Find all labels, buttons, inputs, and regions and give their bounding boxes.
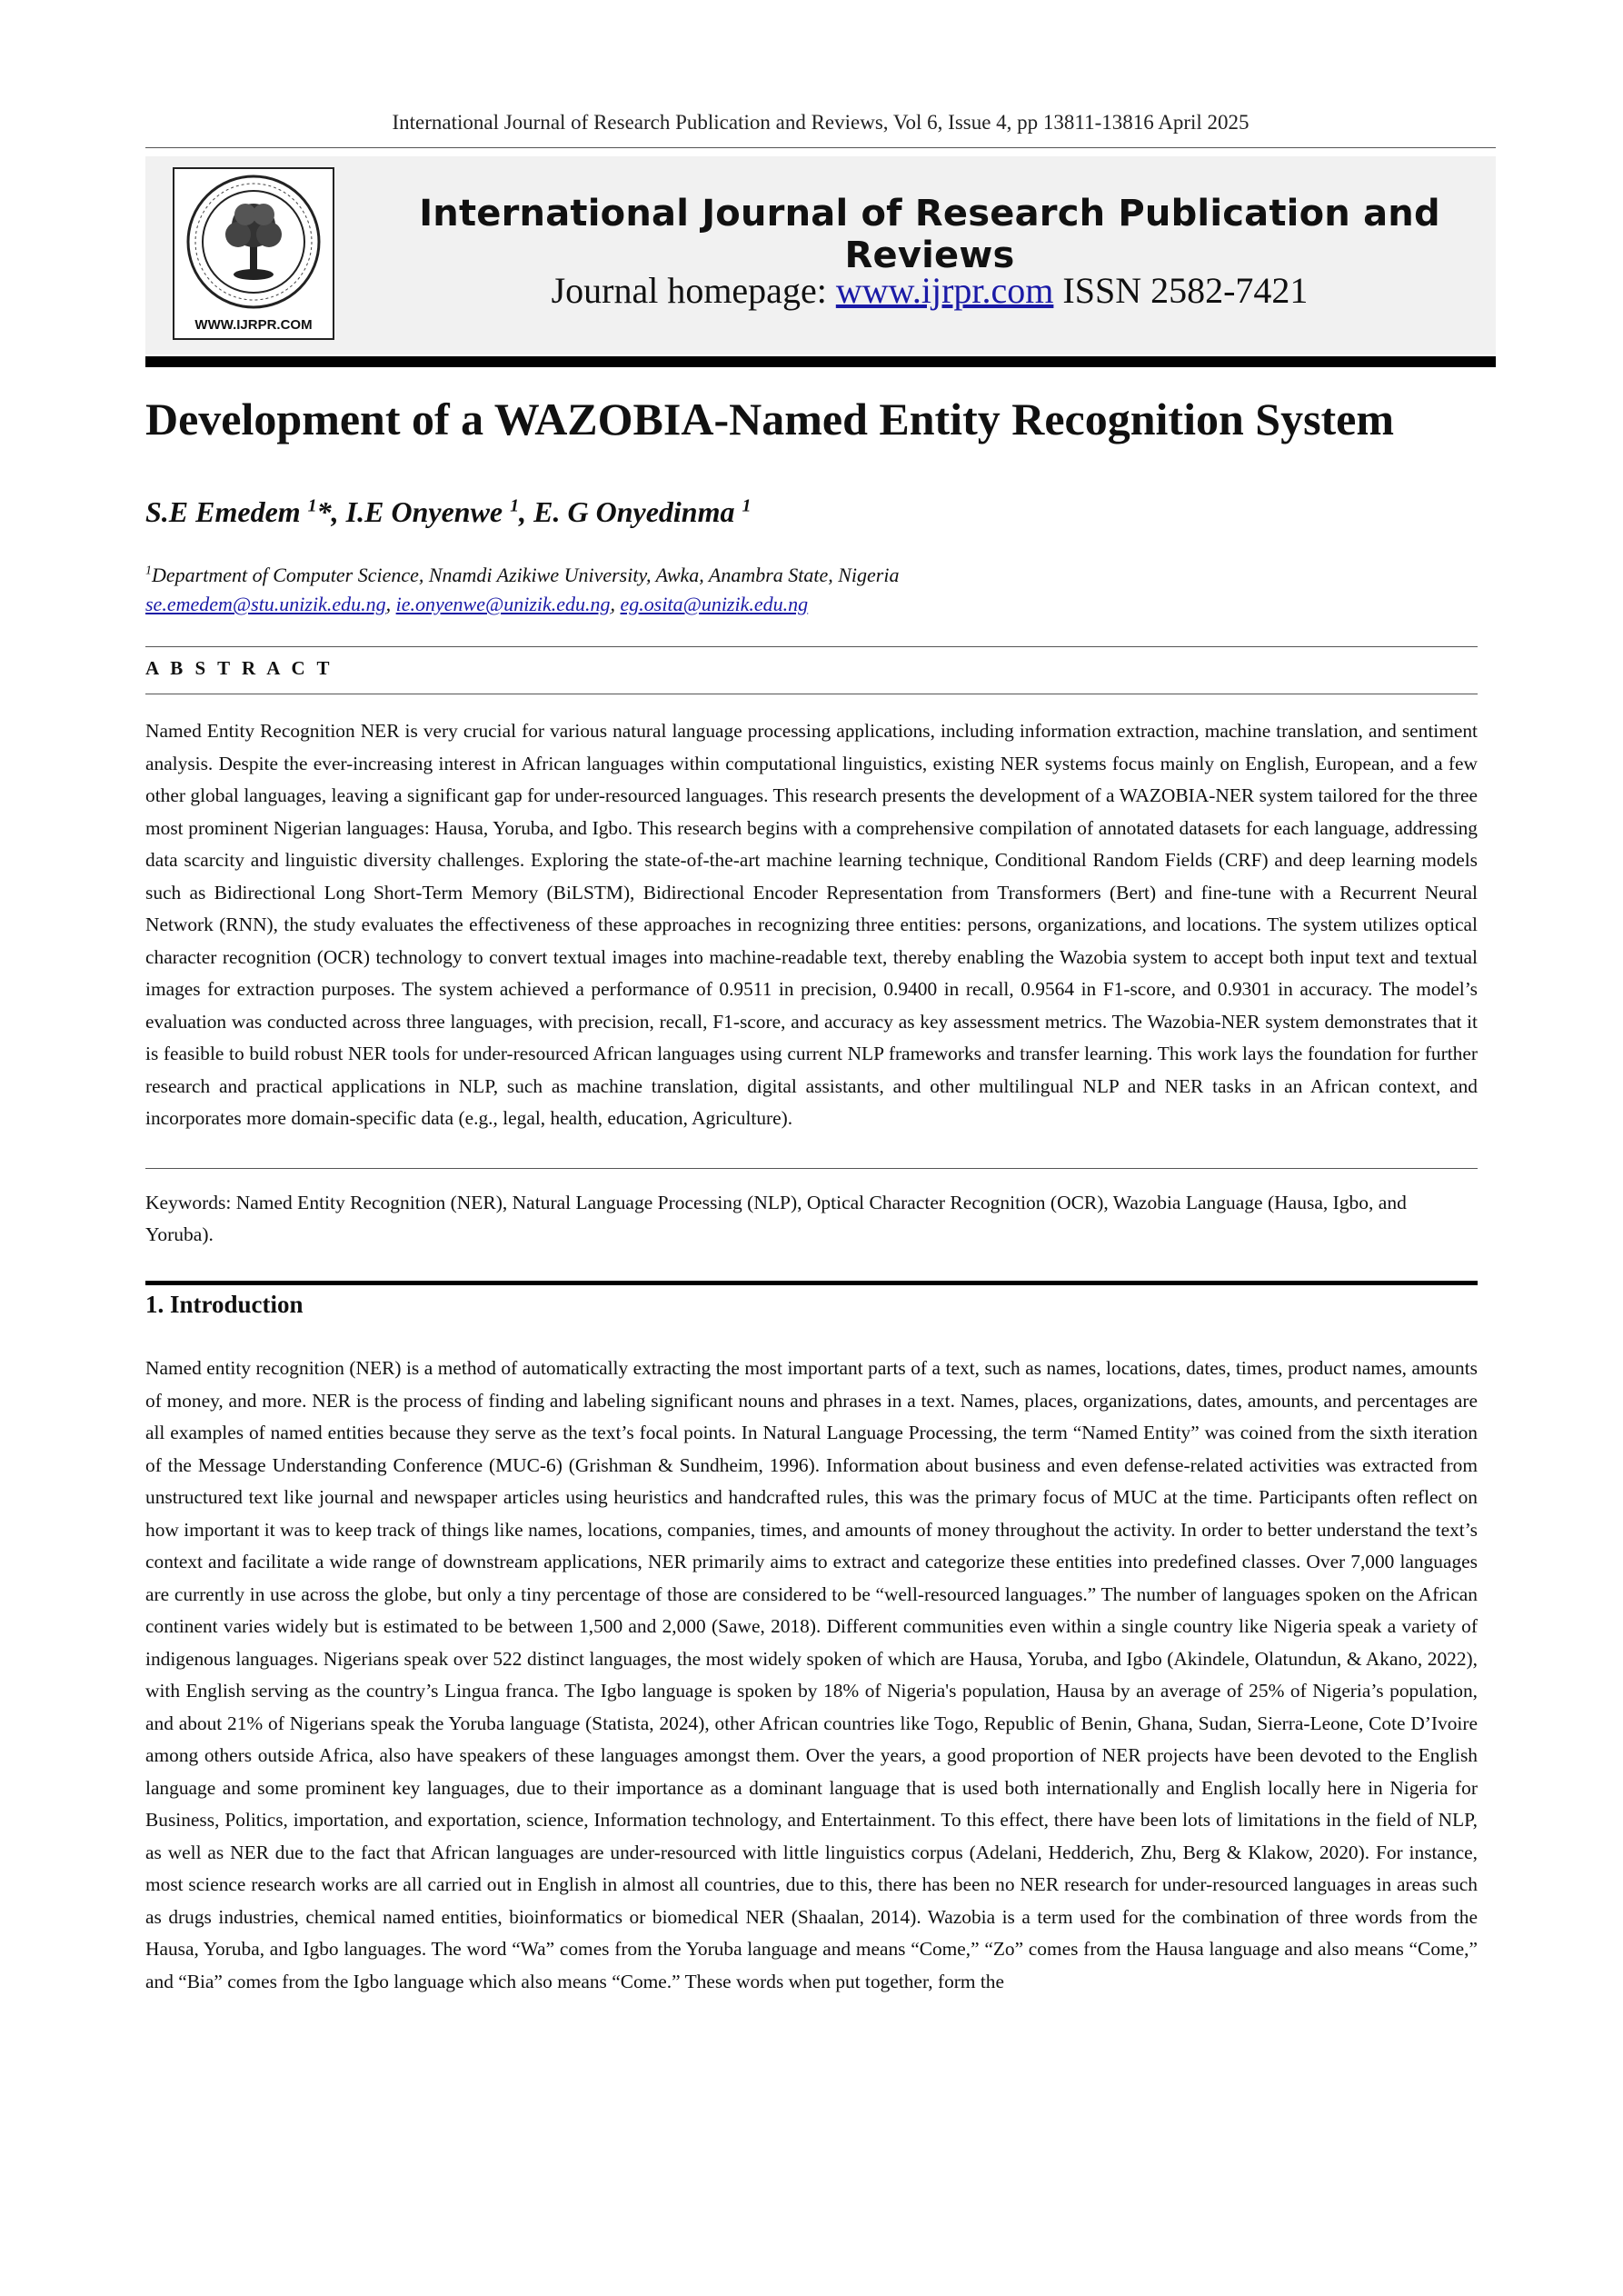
author-affil-mark: 1	[742, 495, 752, 516]
affiliation-mark: 1	[145, 564, 152, 578]
email-link[interactable]: se.emedem@stu.unizik.edu.ng	[145, 593, 386, 615]
masthead-rule	[145, 356, 1496, 367]
homepage-prefix: Journal homepage:	[551, 270, 836, 311]
journal-masthead	[145, 156, 1496, 354]
issn: ISSN 2582-7421	[1053, 270, 1309, 311]
author-affil-mark: 1	[510, 495, 520, 516]
keywords: Keywords: Named Entity Recognition (NER), Natural Language Processing (NLP), Optical Character Recognition (OCR), Wazobia Language (Hausa, Igbo, and Yoruba).	[145, 1192, 1407, 1245]
corresponding-mark: *	[316, 495, 332, 528]
abstract-label: A B S T R A C T	[145, 657, 334, 679]
affiliation-text: Department of Computer Science, Nnamdi Azikiwe University, Awka, Anambra State, Nigeria	[152, 564, 900, 586]
author-list: S.E Emedem $^1$*, I.E Onyenwe $^1$, E. G Onyedinma $^1$	[145, 495, 752, 528]
abstract-top-rule	[145, 646, 1478, 647]
journal-logo	[173, 167, 334, 340]
paper-title: Development of a WAZOBIA-Named Entity Recognition System	[145, 394, 1395, 444]
author-emails: se.emedem@stu.unizik.edu.ng, ie.onyenwe@unizik.edu.ng, eg.osita@unizik.edu.ng	[145, 593, 809, 615]
author-name: I.E Onyenwe	[345, 495, 511, 528]
author-name: S.E Emedem	[145, 495, 308, 528]
affiliation	[145, 564, 899, 587]
author-name: E. G Onyedinma	[533, 495, 742, 528]
email-link[interactable]: eg.osita@unizik.edu.ng	[620, 593, 809, 615]
header-rule	[145, 147, 1496, 148]
section-rule	[145, 1281, 1478, 1285]
journal-homepage	[400, 269, 1459, 312]
abstract-bottom-rule	[145, 1168, 1478, 1169]
logo-text: WWW.IJRPR.COM	[194, 317, 313, 333]
journal-title: International Journal of Research Publication and Reviews	[419, 193, 1440, 276]
running-head: International Journal of Research Publication and Reviews, Vol 6, Issue 4, pp 13811-13816 April 2025	[392, 111, 1250, 134]
email-link[interactable]: ie.onyenwe@unizik.edu.ng	[395, 593, 611, 615]
author-affil-mark: 1	[307, 495, 317, 516]
section-heading: 1. Introduction	[145, 1291, 304, 1318]
homepage-link[interactable]: www.ijrpr.com	[835, 270, 1054, 311]
introduction-text: Named entity recognition (NER) is a method of automatically extracting the most important parts of a text, such as names, locations, dates, times, product names, amounts of money, and more. NER is the process of finding and labeling significant nouns and phrases in a text. Names, places, organizations, dates, amounts, and percentages are all examples of named entities because they serve as the text’s focal points. In Natural Language Processing, the term “Named Entity” was coined from the sixth iteration of the Message Understanding Conference (MUC-6) (Grishman & Sundheim, 1996). Information about business and even defense-related activities was extracted from unstructured text like journal and newspaper articles using heuristics and handcrafted rules, this was the primary focus of MUC at the time. Participants often reflect on how important it was to keep track of things like names, locations, companies, times, and amounts of money throughout the activity. In order to better understand the text’s context and facilitate a wide range of downstream applications, NER primarily aims to extract and categorize these entities into predefined classes. Over 7,000 languages are currently in use across the globe, but only a tiny percentage of those are considered to be “well-resourced languages.” The number of languages spoken on the African continent varies widely but is estimated to be between 1,500 and 2,000 (Sawe, 2018). Different communities even within a single country like Nigeria speak a variety of indigenous languages. Nigerians speak over 522 distinct languages, the most widely spoken of which are Hausa, Yoruba, and Igbo (Akindele, Olatundun, & Akano, 2022), with English serving as the country’s Lingua franca. The Igbo language is spoken by 18% of Nigeria's population, Hausa by an average of 25% of Nigeria’s population, and about 21% of Nigerians speak the Yoruba language (Statista, 2024), other African countries like Togo, Republic of Benin, Ghana, Sudan, Sierra-Leone, Cote D’Ivoire among others outside Africa, also have speakers of these languages amongst them. Over the years, a good proportion of NER projects have been devoted to the English language and some prominent key languages, due to their importance as a dominant language that is used both internationally and English locally here in Nigeria for Business, Politics, importation, and exportation, science, Information technology, and Entertainment. To this effect, there have been lots of limitations in the field of NLP, as well as NER due to the fact that African languages are under-resourced with little linguistics corpus (Adelani, Hedderich, Zhu, Berg & Klakow, 2020). For instance, most science research works are all carried out in English in almost all countries, due to this, there has been no NER research for under-resourced languages in areas such as drugs industries, chemical named entities, bioinformatics or biomedical NER (Shaalan, 2014). Wazobia is a term used for the combination of three words from the Hausa, Yoruba, and Igbo languages. The word “Wa” comes from the Yoruba language and means “Come,” “Zo” comes from the Hausa language and also means “Come,” and “Bia” comes from the Igbo language which also means “Come.” These words when put together, form the	[145, 1357, 1478, 1992]
abstract-text: Named Entity Recognition NER is very crucial for various natural language processing applications, including information extraction, machine translation, and sentiment analysis. Despite the ever-increasing interest in African languages within computational linguistics, existing NER systems focus mainly on English, European, and a few other global languages, leaving a significant gap for under-resourced languages. This research presents the development of a WAZOBIA-NER system tailored for the three most prominent Nigerian languages: Hausa, Yoruba, and Igbo. This research begins with a comprehensive compilation of annotated datasets for each language, addressing data scarcity and linguistic diversity challenges. Exploring the state-of-the-art machine learning technique, Conditional Random Fields (CRF) and deep learning models such as Bidirectional Long Short-Term Memory (BiLSTM), Bidirectional Encoder Representation from Transformers (Bert) and fine-tune with a Recurrent Neural Network (RNN), the study evaluates the effectiveness of these approaches in recognizing three entities: persons, organizations, and locations. The system utilizes optical character recognition (OCR) technology to convert textual images into machine-readable text, thereby enabling the Wazobia system to accept both input text and textual images for extraction purposes. The system achieved a performance of 0.9511 in precision, 0.9400 in recall, 0.9564 in F1-score, and 0.9301 in accuracy. The model’s evaluation was conducted across three languages, with precision, recall, F1-score, and accuracy as key assessment metrics. The Wazobia-NER system demonstrates that it is feasible to build robust NER tools for under-resourced African languages using current NLP frameworks and transfer learning. This work lays the foundation for further research and practical applications in NLP, such as machine translation, digital assistants, and other multilingual NLP and NER tasks in an African context, and incorporates more domain-specific data (e.g., legal, health, education, Agriculture).	[145, 720, 1478, 1129]
